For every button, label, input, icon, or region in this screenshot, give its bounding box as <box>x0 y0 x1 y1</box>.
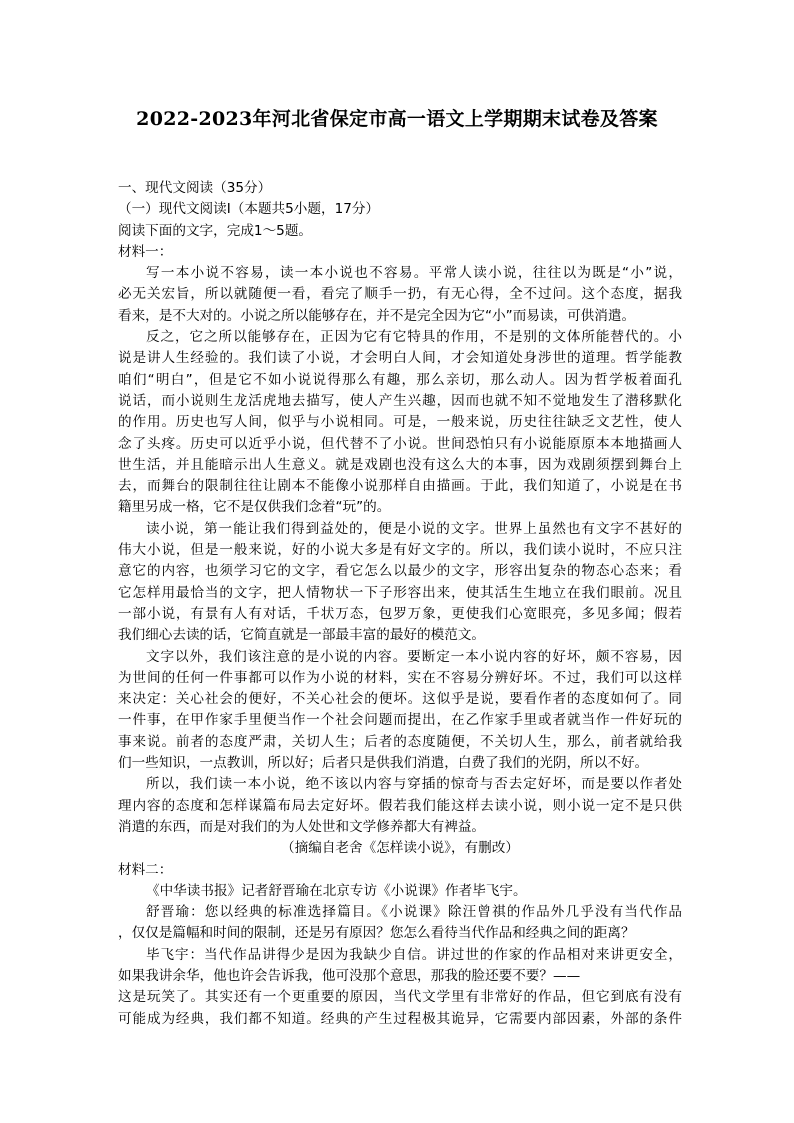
text-line: 一部小说，有景有人有对话，千状万态，包罗万象，更使我们心宽眼亮，多见多闻；假若 <box>118 605 682 622</box>
text-line: 说话，而小说则生龙活虎地去描写，使人产生兴趣，因而也就不知不觉地发生了潜移默化 <box>118 392 682 409</box>
text-line: （一）现代文阅读I（本题共5小题，17分） <box>118 201 380 218</box>
text-line: 读小说，第一能让我们得到益处的，便是小说的文字。世界上虽然也有文字不甚好的 <box>146 520 682 537</box>
heading-line <box>118 221 682 242</box>
text-line: 毕飞宇：当代作品讲得少是因为我缺少自信。讲过世的作家的作品相对来讲更安全， <box>146 946 682 963</box>
text-line: 一、现代文阅读（35分） <box>118 180 272 196</box>
text-line: （摘编自老舍《怎样读小说》，有删改） <box>281 840 519 857</box>
text-line: 来决定：关心社会的便好，不关心社会的便坏。这似乎是说，要看作者的态度如何了。同 <box>118 691 682 708</box>
text-line: 写一本小说不容易，读一本小说也不容易。平常人读小说，往往以为既是“小”说， <box>146 265 682 282</box>
heading-line <box>118 242 682 263</box>
citation <box>118 838 682 859</box>
text-line: 说是讲人生经验的。我们读了小说，才会明白人间，才会知道处身涉世的道理。哲学能教 <box>118 350 682 367</box>
text-line: 所以，我们读一本小说，绝不该以内容与穿插的惊奇与否去定好坏，而是要以作者处 <box>146 776 682 793</box>
text-line: 去，而舞台的限制往往让剧本不能像小说那样自由描画。于此，我们知道了，小说是在书 <box>118 478 682 495</box>
document-body <box>118 178 682 1030</box>
text-line: 的作用。历史也写人间，似乎与小说相同。可是，一般来说，历史往往缺乏文艺性，使人 <box>118 414 682 431</box>
paragraph <box>118 647 682 775</box>
text-line: 可能成为经典，我们都不知道。经典的产生过程极其诡异，它需要内部因素，外部的条件 <box>118 1010 682 1027</box>
text-line: 为世间的任何一件事都可以作为小说的材料，实在不容易分辨好坏。不过，我们可以这样 <box>118 669 682 686</box>
text-line: ，仅仅是篇幅和时间的限制，还是另有原因？您怎么看待当代作品和经典之间的距离？ <box>118 925 635 942</box>
paragraph <box>118 263 682 327</box>
text-line: 我们细心去读的话，它简直就是一部最丰富的最好的模范文。 <box>118 627 486 644</box>
text-line: 们一些知识，一点教训，所以好；后者只是供我们消遣，白费了我们的光阴，所以不好。 <box>118 755 649 772</box>
text-line: 它怎样用最恰当的文字，把人情物状一下子形容出来，使其活生生地立在我们眼前。况且 <box>118 584 682 601</box>
text-line: 材料二： <box>118 861 173 878</box>
paragraph <box>118 902 682 945</box>
text-line: 看来，是不大对的。小说之所以能够存在，并不是完全因为它“小”而易读，可供消遣。 <box>118 307 636 324</box>
text-line: 伟大小说，但是一般来说，好的小说大多是有好文字的。所以，我们读小说时，不应只注 <box>118 542 682 559</box>
text-line: 反之，它之所以能够存在，正因为它有它特具的作用，不是别的文体所能替代的。小 <box>146 329 682 346</box>
text-line: 文字以外，我们该注意的是小说的内容。要断定一本小说内容的好坏，颇不容易，因 <box>146 648 682 665</box>
text-line: 《中华读书报》记者舒晋瑜在北京专访《小说课》作者毕飞宇。 <box>146 882 527 899</box>
text-line: 咱们“明白”，但是它不如小说说得那么有趣，那么亲切，那么动人。因为哲学板着面孔 <box>118 371 682 388</box>
text-line: 念了头疼。历史可以近乎小说，但代替不了小说。世间恐怕只有小说能原原本本地描画人 <box>118 435 682 452</box>
text-line: 理内容的态度和怎样谋篇布局去定好坏。假若我们能这样去读小说，则小说一定不是只供 <box>118 797 682 814</box>
text-line: 籍里另成一格，它不是仅供我们念着“玩”的。 <box>118 499 391 516</box>
text-line: 一件事，在甲作家手里便当作一个社会问题而提出，在乙作家手里或者就当作一件好玩的 <box>118 712 682 729</box>
text-line: 阅读下面的文字，完成1～5题。 <box>118 222 313 239</box>
paragraph <box>118 519 682 647</box>
text-line: 这是玩笑了。其实还有一个更重要的原因，当代文学里有非常好的作品，但它到底有没有 <box>118 989 682 1006</box>
text-line: 意它的内容，也须学习它的文字，看它怎么以最少的文字，形容出复杂的物态心态来；看 <box>118 563 682 580</box>
heading-line <box>118 860 682 881</box>
text-line: 材料一： <box>118 243 173 260</box>
text-line: 如果我讲余华，他也许会告诉我，他可没那个意思，那我的脸还要不要？—— <box>118 967 581 984</box>
text-line: 事来说。前者的态度严肃，关切人生；后者的态度随便，不关切人生，那么，前者就给我 <box>118 733 682 750</box>
text-line: 必无关宏旨，所以就随便一看，看完了顺手一扔，有无心得，全不过问。这个态度，据我 <box>118 286 682 303</box>
paragraph <box>118 881 682 902</box>
text-line: 舒晋瑜：您以经典的标准选择篇目。《小说课》除汪曾祺的作品外几乎没有当代作品 <box>146 904 682 921</box>
paragraph <box>118 327 682 519</box>
heading-line <box>118 178 682 199</box>
text-line: 消遣的东西，而是对我们的为人处世和文学修养都大有裨益。 <box>118 818 486 835</box>
heading-line <box>118 199 682 220</box>
paragraph <box>118 774 682 838</box>
text-line: 世生活，并且能暗示出人生意义。就是戏剧也没有这么大的本事，因为戏剧须摆到舞台上 <box>118 456 682 473</box>
document-title: 2022-2023年河北省保定市高一语文上学期期末试卷及答案 <box>136 108 658 130</box>
paragraph <box>118 945 682 1030</box>
